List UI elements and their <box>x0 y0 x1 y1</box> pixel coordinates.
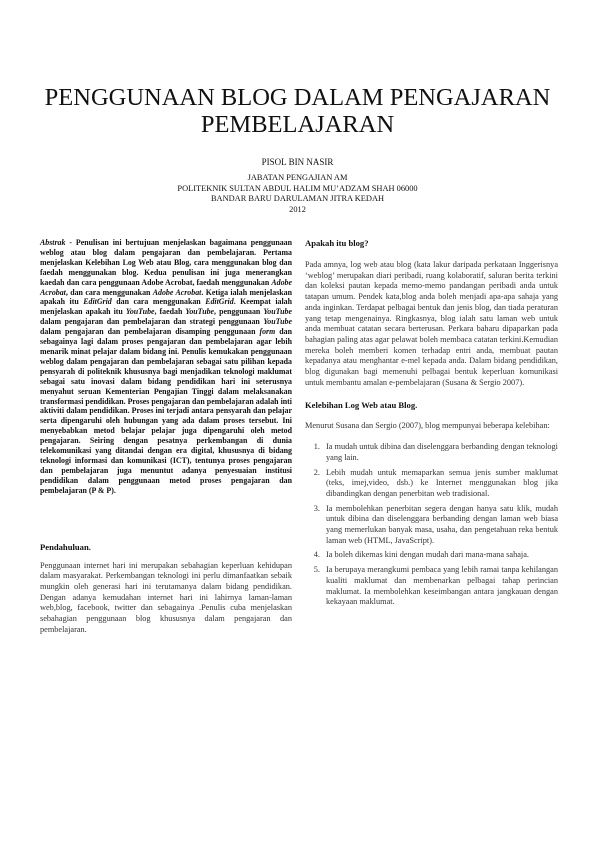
affiliation <box>0 173 595 215</box>
abstract-label: Abstrak <box>40 238 66 247</box>
abstract-italic: YouTube <box>263 307 292 317</box>
abstract-text: . Ketiga ialah menjelaskan apakah itu <box>40 287 292 307</box>
abstract-text: dan cara menggunakan <box>111 297 206 307</box>
list-item: 4. Ia boleh dikemas kini dengan mudah dari mana-mana sahaja. <box>322 550 558 561</box>
author-name: PISOL BIN NASIR <box>261 157 334 167</box>
abstract-text: dan sebagainya lagi dalam proses pengajaran dan pembelajaran agar lebih menarik minat pelajar dalam bidang ini. Penulis kemukakan penggunaan weblog dalam pengajaran dan pembelajaran sebagai satu pilihan kepada pensyarah di politeknik khususnya bagi menjadikan teknologi maklumat sebagai satu inovasi dalam bidang pendidikan hari ini seterusnya menyahut seruan Kementerian Pengajian Tinggi dalam melaksanakan transformasi pendidikan. Proses pengajaran dan pembelajaran adalah inti aktiviti dalam pendidikan. Proses ini terjadi antara pensyarah dan pelajar serta dipengaruhi oleh hubungan yang ada dalam proses tersebut. Ini menyebabkan metod belajar pelajar juga dipengaruhi oleh metod pengajaran. Seiring dengan pesatnya perkembangan di dunia telekomunikasi yang ditandai dengan era digital, khususnya di bidang teknologi informasi dan komunikasi (ICT), tentunya proses pengajaran dan pembelajaran juga menuntut adanya penyesuaian institusi pendidikan dalam penggunaan metod proses pengajaran dan pembelajaran (P & P). <box>40 327 292 495</box>
abstract-italic: Adobe Acrobat <box>152 287 202 297</box>
kelebihan-heading: Kelebihan Log Web atau Blog. <box>305 400 418 411</box>
affiliation-line: JABATAN PENGAJIAN AM <box>247 173 348 182</box>
title-line-2: PEMBELAJARAN <box>200 111 395 138</box>
apakah-heading: Apakah itu blog? <box>305 238 369 248</box>
pendahuluan-text: Penggunaan internet hari ini merupakan sebahagian keperluan kehidupan dalam masyarakat. Perkembangan teknologi ini perlu dimanfaatkan sebaik mungkin oleh generasi hari ini terutamanya dalam bidang pendidikan. Dengan adanya kemudahan internet hari ini lahirnya laman-laman web,blog, facebook, twitter dan sebagainya .Penulis cuba menjelaskan sebahagian penggunaan blog khususnya dalam pengajaran dan pembelajaran. <box>40 560 292 634</box>
right-column <box>305 238 558 612</box>
abstract-italic: form <box>259 327 276 337</box>
affiliation-line: BANDAR BARU DARULAMAN JITRA KEDAH <box>210 194 385 204</box>
abstract-italic: YouTube <box>185 307 215 317</box>
abstract-italic: Adobe Acrobat <box>40 277 292 297</box>
list-item: 2. Lebih mudah untuk memaparkan semua jenis sumber maklumat (teks, imej,video, dsb.) ke Internet menggunakan blog jika dibandingkan dengan penerbitan web tradisional. <box>322 468 558 500</box>
affiliation-line: POLITEKNIK SULTAN ABDUL HALIM MU’ADZAM SHAH 06000 <box>177 183 418 193</box>
paper-title <box>30 84 565 138</box>
abstract-italic: EditGrid <box>205 297 234 307</box>
title-line-1: PENGGUNAAN BLOG DALAM PENGAJARAN <box>44 84 551 111</box>
pendahuluan-heading: Pendahuluan. <box>40 541 91 552</box>
list-item: 3. Ia membolehkan penerbitan segera dengan hanya satu klik, mudah untuk dibina dan diselenggara berbanding dengan laman web biasa yang memerlukan banyak masa, usaha, dan pengetahuan reka bentuk laman web (HTML, JavaScript). <box>322 504 558 547</box>
abstract-text: . Keempat ialah menjelaskan apakah itu <box>40 297 293 317</box>
abstract-text: dalam pengajaran dan pembelajaran disamping penggunaan <box>40 327 260 337</box>
kelebihan-list <box>305 442 558 608</box>
kelebihan-intro: Menurut Susana dan Sergio (2007), blog mempunyai beberapa kelebihan: <box>305 421 550 431</box>
abstract-text: - Penulisan ini bertujuan menjelaskan bagaimana penggunaan weblog atau blog dalam pengajaran dan pembelajaran. Pertama menjelaskan Kelebihan Log Web atau Blog, cara menggunakan blog dan faedah menggunakan blog. Kedua penulisan ini juga menerangkan kaedah dan cara penggunaan Adobe Acrobat, faedah menggunakan <box>40 238 292 287</box>
list-item: 1. Ia mudah untuk dibina dan diselenggara berbanding dengan teknologi yang lain. <box>322 442 558 463</box>
abstract-text: , dan cara menggunakan <box>65 287 153 297</box>
abstract <box>40 238 292 496</box>
abstract-italic: YouTube <box>125 307 155 317</box>
list-item: 5. Ia berupaya merangkumi pembaca yang lebih ramai tanpa kehilangan kualiti maklumat dan membenarkan pelbagai tahap perincian maklumat. Ia membolehkan keseimbangan antara jangkauan dengan kekayaan maklumat. <box>322 565 558 608</box>
apakah-text: Pada amnya, log web atau blog (kata lakur daripada perkataan Inggerisnya ‘weblog’ merupakan diari peribadi, ruang kolaboratif, saluran berita terkini dan koleksi pautan kepada memo-memo pandangan peribadi anda untuk tatapan umum. Pendek kata,blog anda boleh menjadi apa-apa sahaja yang anda inginkan. Terdapat pelbagai bentuk dan jenis blog, dan tiada peraturan yang tetap mengenainya. Ringkasnya, blog ialah satu laman web untuk anda membuat catatan secara berterusan. Perkara baharu dipaparkan pada bahagian paling atas agar pelawat boleh membaca catatan terkini.Kemudian mereka boleh memberi komen terhadap entri anda, membuat pautan kepadanya atau menghantar e-mel kepada anda. Dalam bidang pendidikan, blog digunakan bagi memenuhi pelbagai bentuk keperluan komunikasi untuk membantu amalan e-pembelajaran (Susana & Sergio 2007). <box>305 260 558 387</box>
affiliation-year: 2012 <box>289 204 306 214</box>
abstract-text: , penggunaan <box>214 307 264 317</box>
left-column <box>40 238 292 635</box>
abstract-text: , faedah <box>154 307 186 317</box>
abstract-italic: EditGrid <box>83 297 112 307</box>
abstract-italic: YouTube <box>263 317 292 327</box>
abstract-text: dalam pengajaran dan pembelajaran dan strategi penggunaan <box>40 317 264 327</box>
